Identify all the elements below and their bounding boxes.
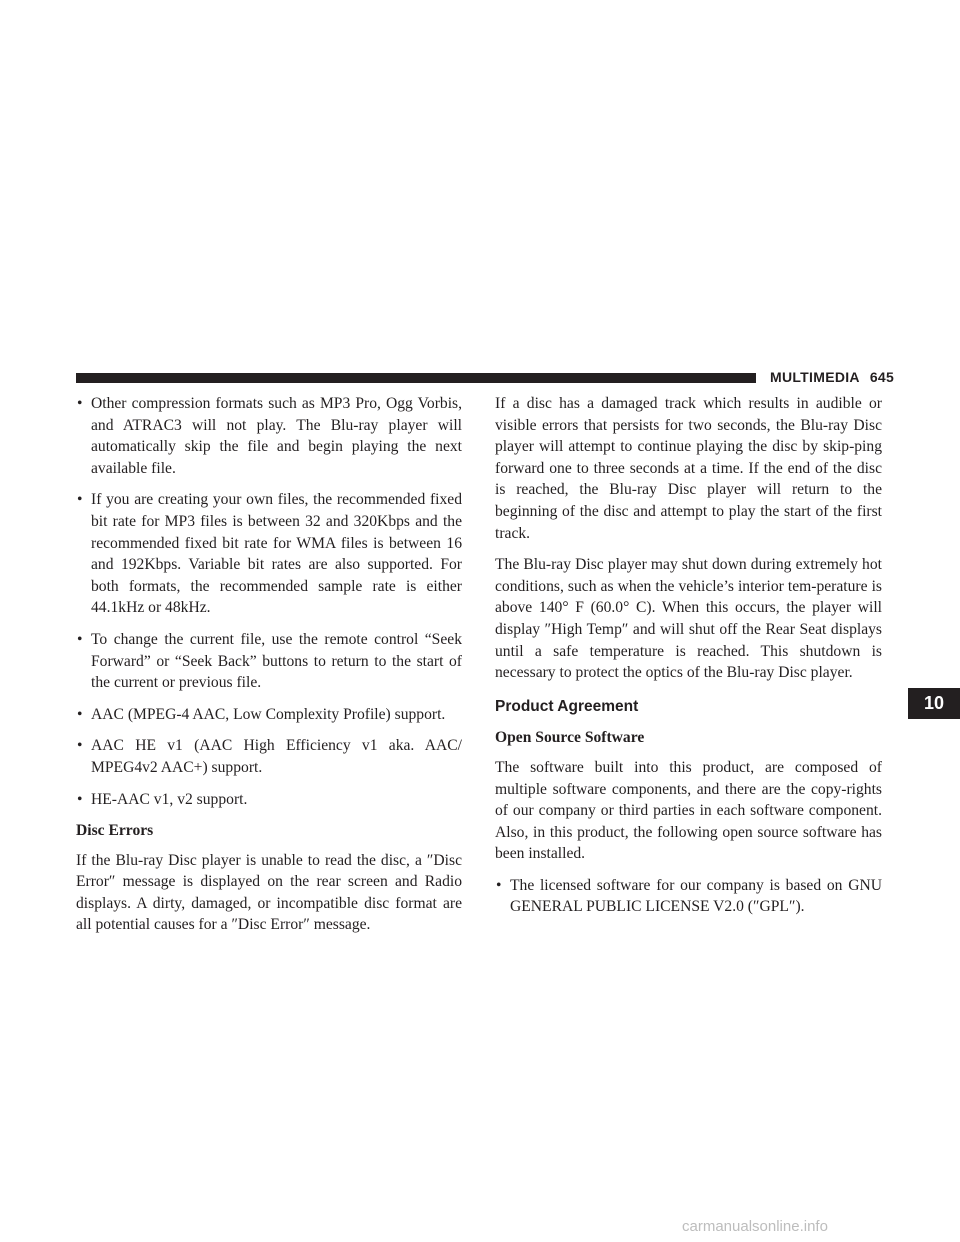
list-item: • If you are creating your own files, the recommended fixed bit rate for MP3 files is between 32 and 320Kbps and the recommended fixed bit rate for WMA files is between 16 and 192Kbps. Variable bit rates are also supported. For both formats, the recommended sample rate is either 44.1kHz or 48kHz. (77, 491, 462, 617)
damaged-track-paragraph: If a disc has a damaged track which results in audible or visible errors that persists for two seconds, the Blu-ray Disc player will attempt to continue playing the disc by skip-ping forward one to three seconds at a time. If the end of the disc is reached, the Blu-ray Disc player will return to the beginning of the disc and attempt to play the start of the first track. (495, 395, 882, 542)
format-notes-list (76, 393, 462, 810)
bullet-icon: • (496, 876, 502, 894)
disc-errors-heading: Disc Errors (76, 822, 154, 840)
product-agreement-heading: Product Agreement (495, 697, 639, 715)
bullet-icon: • (77, 790, 83, 808)
disc-errors-paragraph: If the Blu-ray Disc player is unable to read the disc, a ″Disc Error″ message is displayed on the rear screen and Radio displays. A dirty, damaged, or incompatible disc format are all potential causes for a ″Disc Error″ message. (76, 851, 462, 934)
list-item: • The licensed software for our company is based on GNU GENERAL PUBLIC LICENSE V2.0 (″GPL″). (496, 876, 882, 916)
running-header (770, 369, 894, 385)
chapter-tab: 10 (908, 688, 960, 719)
high-temp-paragraph: The Blu-ray Disc player may shut down during extremely hot conditions, such as when the vehicle’s interior tem-perature is above 140° F (60.0° C). When this occurs, the player will display ″High Temp″ and will shut off the Rear Seat displays until a safe temperature is reached. This shutdown is necessary to protect the optics of the Blu-ray Disc player. (495, 556, 882, 682)
list-item: • AAC (MPEG-4 AAC, Low Complexity Profile) support. (76, 704, 462, 726)
watermark: carmanualsonline.info (682, 1218, 828, 1235)
bullet-icon: • (77, 705, 83, 723)
bullet-icon: • (77, 737, 83, 755)
license-list (495, 875, 882, 918)
bullet-icon: • (77, 630, 83, 648)
section-title: MULTIMEDIA (770, 369, 860, 385)
bullet-icon: • (77, 491, 83, 509)
open-source-paragraph: The software built into this product, are composed of multiple software components, and there are the copy-rights of our company or third parties in each software component. Also, in this product, the following open source software has been installed. (495, 758, 882, 863)
open-source-heading: Open Source Software (495, 729, 645, 747)
left-column (76, 393, 462, 946)
page-number: 645 (869, 369, 895, 385)
list-item: • HE-AAC v1, v2 support. (76, 789, 462, 811)
list-item: • Other compression formats such as MP3 Pro, Ogg Vorbis, and ATRAC3 will not play. The Blu-ray player will automatically skip the file and begin playing the next available file. (77, 395, 462, 477)
bullet-icon: • (77, 395, 83, 412)
header-rule (76, 373, 756, 383)
right-column (495, 393, 882, 928)
list-item: • To change the current file, use the remote control “Seek Forward” or “Seek Back” buttons to return to the start of the current or previous file. (77, 630, 462, 692)
list-item: • AAC HE v1 (AAC High Efficiency v1 aka. AAC/ MPEG4v2 AAC+) support. (77, 737, 462, 776)
